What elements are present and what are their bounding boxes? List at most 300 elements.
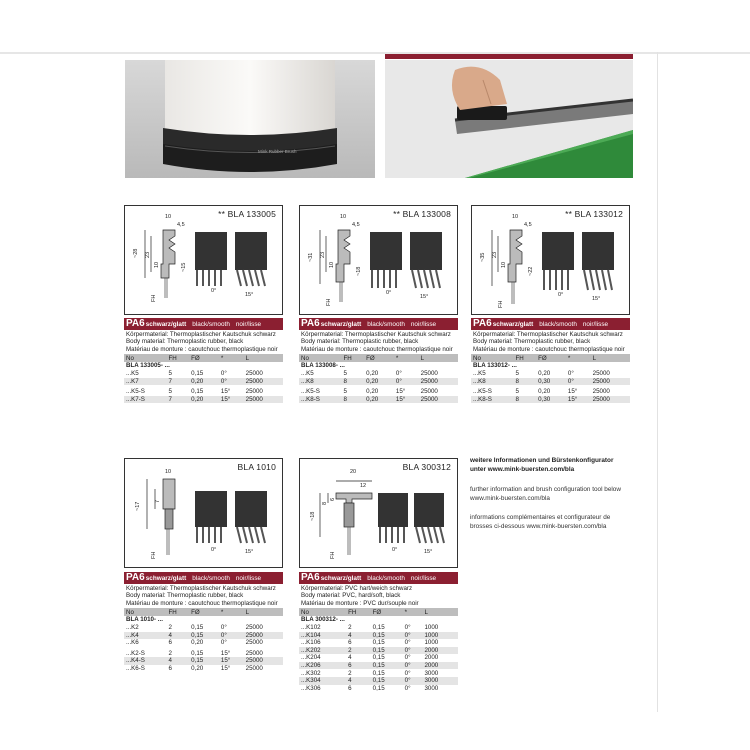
table-cell: 0° — [394, 378, 419, 386]
photo-label: Mink Rubber Brush — [258, 149, 297, 154]
column-header: FØ — [189, 608, 219, 616]
table-cell: 0° — [220, 369, 227, 377]
dim-fh: FH — [326, 298, 332, 306]
column-header: FH — [166, 608, 189, 616]
table-cell: ...K8-S — [471, 396, 513, 404]
table-cell: 0,20 — [191, 664, 204, 672]
table-cell: ...K304 — [299, 677, 346, 685]
table-cell: 0° — [219, 378, 244, 386]
series-code: BLA 300312- ... — [299, 616, 458, 624]
spec-block — [299, 572, 458, 692]
dim-fh: FH — [151, 551, 157, 559]
table-cell: 15° — [567, 388, 578, 396]
table-cell: 5 — [343, 369, 347, 377]
table-cell: ...K5 — [473, 369, 486, 377]
spec-table — [124, 608, 283, 672]
info-en-link[interactable]: www.mink-buersten.com/bla — [470, 494, 550, 502]
technical-drawing-bla-1010 — [124, 458, 283, 568]
dim-h-outer: ~17 — [135, 501, 141, 511]
table-cell: 0,20 — [366, 369, 379, 377]
table-cell: 0,15 — [371, 677, 403, 685]
table-row — [124, 632, 283, 640]
table-cell: 6 — [348, 639, 352, 647]
table-cell: ...K5 — [126, 369, 139, 377]
spec-table — [299, 354, 458, 403]
table-cell: 0° — [567, 369, 574, 377]
table-cell: 15° — [220, 388, 231, 396]
table-cell: 4 — [346, 677, 370, 685]
table-row — [124, 370, 283, 378]
finish-de: schwarz/glatt — [145, 575, 187, 582]
table-cell: 0,15 — [372, 623, 385, 631]
table-cell: 0,15 — [372, 684, 385, 692]
dim-h-mid: 23 — [145, 251, 151, 258]
table-cell: 4 — [348, 654, 352, 662]
table-cell: 1000 — [424, 639, 439, 647]
dim-h-outer: ~31 — [308, 252, 314, 262]
spec-block — [471, 318, 630, 403]
table-cell: ...K306 — [301, 684, 321, 692]
table-cell: 0,15 — [371, 647, 403, 655]
material-line: Body material: Thermoplastic rubber, black — [126, 592, 244, 600]
table-cell: 15° — [219, 396, 244, 404]
table-cell: 0,15 — [372, 669, 385, 677]
dim-fh: FH — [330, 551, 336, 559]
table-cell: 25000 — [591, 378, 630, 386]
table-cell: ...K206 — [299, 662, 346, 670]
material-line: Matériau de monture : caoutchouc thermoplastique noir — [126, 599, 278, 607]
dim-h-mid: 23 — [320, 251, 326, 258]
table-cell: 4 — [346, 632, 370, 640]
table-cell: 0,20 — [366, 388, 379, 396]
angle-straight: 0° — [392, 547, 398, 553]
photo-cylinder-with-brush-strip — [125, 60, 375, 178]
table-cell: 2 — [348, 669, 352, 677]
table-cell: 5 — [168, 369, 172, 377]
table-cell: 25000 — [244, 632, 283, 640]
table-cell: 25000 — [419, 396, 458, 404]
table-cell: 0,20 — [364, 396, 394, 404]
dim-top-a: 10 — [512, 214, 519, 220]
column-header: FØ — [371, 608, 403, 616]
finish-de: schwarz/glatt — [320, 321, 362, 328]
angle-slanted: 15° — [424, 549, 433, 555]
column-header: No — [299, 354, 341, 362]
dim-top-a: 10 — [165, 469, 172, 475]
column-header: * — [219, 354, 244, 362]
angle-slanted: 15° — [592, 296, 601, 302]
finish-fr: noir/lisse — [235, 321, 262, 328]
table-row — [299, 396, 458, 404]
table-cell: 0° — [403, 647, 423, 655]
table-cell: 0,15 — [189, 632, 219, 640]
spec-table — [299, 608, 458, 692]
angle-straight: 0° — [558, 292, 564, 298]
column-header: * — [403, 608, 423, 616]
spec-block — [299, 318, 458, 403]
column-header: FØ — [189, 354, 219, 362]
table-row — [124, 650, 283, 658]
dim-top-b: 12 — [360, 483, 367, 489]
column-header: L — [244, 608, 283, 616]
dim-top-a: 10 — [340, 214, 347, 220]
table-cell: 0° — [403, 632, 423, 640]
table-cell: ...K102 — [301, 623, 321, 631]
table-cell: 8 — [341, 378, 364, 386]
table-cell: 0° — [219, 632, 244, 640]
material-description — [299, 330, 458, 354]
table-cell: 0,15 — [371, 662, 403, 670]
table-cell: 5 — [168, 388, 172, 396]
table-row — [299, 378, 458, 386]
table-cell: 0,15 — [191, 623, 204, 631]
material-line: Körpermaterial: Thermoplastischer Kautschuk schwarz — [126, 585, 276, 592]
technical-drawing-bla-133008 — [299, 205, 458, 315]
table-cell: 25000 — [245, 649, 263, 657]
table-cell: 8 — [341, 396, 364, 404]
spec-table — [124, 354, 283, 403]
spec-header — [299, 318, 458, 330]
material-line: Body material: Thermoplastic rubber, black — [301, 338, 419, 346]
table-cell: 0° — [404, 684, 411, 692]
dim-fh: FH — [151, 294, 157, 302]
table-row — [299, 632, 458, 640]
column-header: FH — [513, 354, 536, 362]
table-cell: 0,20 — [189, 378, 219, 386]
table-cell: 15° — [394, 396, 419, 404]
table-cell: 0,20 — [364, 378, 394, 386]
material-code: PA6 — [301, 572, 320, 583]
table-cell: ...K2 — [126, 623, 139, 631]
table-cell: 5 — [515, 369, 519, 377]
column-header: No — [124, 608, 166, 616]
technical-drawing-bla-300312 — [299, 458, 458, 568]
angle-straight: 0° — [211, 288, 217, 294]
dim-h-outer: ~18 — [310, 511, 316, 521]
table-cell: 15° — [220, 664, 231, 672]
table-cell: 6 — [346, 662, 370, 670]
column-header: FH — [341, 354, 364, 362]
column-header: FØ — [364, 354, 394, 362]
table-cell: ...K5-S — [126, 388, 145, 396]
dim-top-b: 4,5 — [177, 222, 185, 228]
table-cell: 25000 — [244, 396, 283, 404]
column-header: L — [419, 354, 458, 362]
material-description — [124, 330, 283, 354]
table-row — [124, 639, 283, 647]
table-cell: 4 — [166, 657, 189, 665]
table-cell: ...K8-S — [299, 396, 341, 404]
finish-en: black/smooth — [192, 575, 230, 582]
table-cell: 0° — [404, 669, 411, 677]
table-cell: 25000 — [591, 396, 630, 404]
material-line: Körpermaterial: Thermoplastischer Kautschuk schwarz — [126, 331, 276, 338]
table-cell: 15° — [220, 649, 231, 657]
table-cell: ...K204 — [301, 654, 321, 662]
material-description — [124, 584, 283, 608]
column-header: L — [422, 608, 458, 616]
table-cell: ...K7-S — [124, 396, 166, 404]
table-cell: 0,15 — [191, 369, 204, 377]
material-code: PA6 — [126, 572, 145, 583]
table-cell: 6 — [168, 664, 172, 672]
dim-h-mid: 7 — [155, 499, 161, 503]
material-line: Körpermaterial: Thermoplastischer Kautschuk schwarz — [301, 331, 451, 338]
table-cell: ...K106 — [301, 639, 321, 647]
dim-top-a: 10 — [165, 214, 172, 220]
table-cell: 0,15 — [372, 654, 385, 662]
angle-straight: 0° — [211, 547, 217, 553]
table-cell: 0° — [404, 623, 411, 631]
column-header: No — [299, 608, 346, 616]
finish-de: schwarz/glatt — [145, 321, 187, 328]
angle-slanted: 15° — [420, 294, 429, 300]
technical-drawing-bla-133005 — [124, 205, 283, 315]
table-row — [299, 677, 458, 685]
spec-block — [124, 318, 283, 403]
table-cell: 0,20 — [538, 388, 551, 396]
table-cell: ...K104 — [299, 632, 346, 640]
table-row — [299, 624, 458, 632]
material-code: PA6 — [126, 318, 145, 329]
dim-h-mid: 8 — [322, 501, 328, 505]
finish-fr: noir/lisse — [410, 575, 437, 582]
table-cell: 0° — [220, 623, 227, 631]
table-cell: 0,15 — [191, 388, 204, 396]
table-cell: 2000 — [422, 647, 458, 655]
spec-header — [124, 572, 283, 584]
dim-h-mid: 23 — [492, 251, 498, 258]
table-cell: 25000 — [245, 623, 263, 631]
material-description — [299, 584, 458, 608]
finish-en: black/smooth — [192, 321, 230, 328]
table-cell: ...K5 — [301, 369, 314, 377]
table-cell: 1000 — [424, 623, 439, 631]
table-cell: 25000 — [245, 664, 263, 672]
angle-straight: 0° — [386, 290, 392, 296]
spec-block — [124, 572, 283, 672]
finish-en: black/smooth — [367, 575, 405, 582]
table-row — [299, 639, 458, 647]
material-line: Matériau de monture : caoutchouc thermoplastique noir — [473, 345, 625, 353]
finish-de: schwarz/glatt — [492, 321, 534, 328]
table-cell: ...K4-S — [124, 657, 166, 665]
dim-h-outer: ~35 — [480, 252, 486, 262]
table-cell: 25000 — [419, 378, 458, 386]
table-cell: 6 — [168, 639, 172, 647]
table-row — [124, 657, 283, 665]
table-cell: 5 — [515, 388, 519, 396]
spec-header — [124, 318, 283, 330]
table-cell: 8 — [513, 396, 536, 404]
info-fr-line2[interactable]: brosses ci-dessous www.mink-buersten.com/bla — [470, 523, 607, 531]
dim-h-inner: 10 — [154, 261, 160, 268]
table-row — [299, 654, 458, 662]
material-line: Körpermaterial: Thermoplastischer Kautschuk schwarz — [473, 331, 623, 338]
table-cell: 3000 — [424, 684, 439, 692]
table-row — [471, 396, 630, 404]
table-cell: 25000 — [245, 388, 263, 396]
series-code: BLA 1010- ... — [124, 616, 283, 624]
finish-en: black/smooth — [367, 321, 405, 328]
table-cell: 0,15 — [371, 632, 403, 640]
table-cell: 2 — [168, 623, 172, 631]
table-cell: ...K6 — [126, 639, 139, 647]
right-margin-line — [657, 52, 658, 712]
angle-slanted: 15° — [245, 549, 254, 555]
table-cell: 0,15 — [372, 639, 385, 647]
table-cell: 2000 — [422, 662, 458, 670]
table-cell: 15° — [395, 388, 406, 396]
series-code: BLA 133008- ... — [299, 362, 458, 370]
material-line: Matériau de monture : caoutchouc thermoplastique noir — [126, 345, 278, 353]
table-cell: 25000 — [420, 369, 438, 377]
dim-foot: ~18 — [356, 266, 362, 276]
table-cell: 0° — [403, 677, 423, 685]
table-cell: 5 — [343, 388, 347, 396]
table-cell: 8 — [513, 378, 536, 386]
table-cell: 15° — [219, 657, 244, 665]
table-cell: 0,20 — [189, 396, 219, 404]
dim-h-inner: 6 — [330, 497, 336, 501]
table-cell: 6 — [348, 684, 352, 692]
table-cell: ...K202 — [299, 647, 346, 655]
table-cell: ...K4 — [124, 632, 166, 640]
table-cell: 0° — [404, 654, 411, 662]
table-cell: 15° — [566, 396, 591, 404]
dim-h-inner: 10 — [501, 261, 507, 268]
table-cell: 0° — [220, 639, 227, 647]
info-en-line1: further information and brush configuration tool below — [470, 485, 621, 493]
table-row — [299, 685, 458, 693]
finish-fr: noir/lisse — [410, 321, 437, 328]
dim-h-outer: ~28 — [133, 248, 139, 258]
table-cell: 7 — [166, 396, 189, 404]
top-divider — [0, 52, 750, 54]
info-fr-line1: informations complémentaires et configurateur de — [470, 514, 611, 522]
table-cell: 2 — [168, 649, 172, 657]
table-cell: 0° — [566, 378, 591, 386]
dim-foot: ~22 — [528, 266, 534, 276]
table-row — [124, 624, 283, 632]
finish-en: black/smooth — [539, 321, 577, 328]
dim-h-inner: 10 — [329, 261, 335, 268]
table-cell: ...K5-S — [473, 388, 492, 396]
series-code: BLA 133012- ... — [471, 362, 630, 370]
finish-fr: noir/lisse — [235, 575, 262, 582]
dim-fh: FH — [498, 300, 504, 308]
info-de-link[interactable]: unter www.mink-buersten.com/bla — [470, 466, 575, 474]
table-row — [299, 388, 458, 396]
column-header: L — [591, 354, 630, 362]
column-header: FH — [166, 354, 189, 362]
table-cell: ...K7 — [124, 378, 166, 386]
table-cell: 7 — [166, 378, 189, 386]
table-cell: ...K2-S — [126, 649, 145, 657]
table-cell: 0,20 — [538, 369, 551, 377]
table-row — [471, 370, 630, 378]
product-code: BLA 300312 — [402, 462, 451, 472]
table-cell: 0,30 — [536, 378, 566, 386]
material-line: Matériau de monture : caoutchouc thermoplastique noir — [301, 345, 453, 353]
info-panel — [470, 456, 650, 532]
table-cell: ...K302 — [301, 669, 321, 677]
product-code: ** BLA 133012 — [565, 209, 623, 219]
column-header: * — [394, 354, 419, 362]
dim-top-a: 20 — [350, 469, 357, 475]
table-cell: 4 — [166, 632, 189, 640]
product-code: ** BLA 133008 — [393, 209, 451, 219]
dim-foot: ~15 — [181, 262, 187, 272]
angle-slanted: 15° — [245, 292, 254, 298]
material-line: Body material: Thermoplastic rubber, black — [126, 338, 244, 346]
dim-top-b: 4,5 — [352, 222, 360, 228]
material-line: Body material: PVC, hard/soft, black — [301, 592, 401, 600]
column-header: No — [471, 354, 513, 362]
material-code: PA6 — [301, 318, 320, 329]
material-code: PA6 — [473, 318, 492, 329]
table-row — [299, 370, 458, 378]
table-cell: 25000 — [592, 388, 610, 396]
accent-bar — [385, 54, 633, 59]
info-de-title: weitere Informationen und Bürstenkonfigurator — [470, 457, 614, 464]
table-row — [471, 388, 630, 396]
table-row — [299, 662, 458, 670]
table-row — [124, 388, 283, 396]
table-cell: ...K6-S — [126, 664, 145, 672]
table-cell: 25000 — [245, 369, 263, 377]
table-row — [299, 669, 458, 677]
table-row — [299, 647, 458, 655]
spec-table — [471, 354, 630, 403]
table-row — [124, 396, 283, 404]
column-header: FH — [346, 608, 370, 616]
table-cell: 0,30 — [536, 396, 566, 404]
product-code: ** BLA 133005 — [218, 209, 276, 219]
column-header: L — [244, 354, 283, 362]
table-cell: 25000 — [244, 657, 283, 665]
series-code: BLA 133005- ... — [124, 362, 283, 370]
table-row — [124, 378, 283, 386]
material-description — [471, 330, 630, 354]
table-cell: 0° — [404, 639, 411, 647]
table-row — [471, 378, 630, 386]
finish-fr: noir/lisse — [582, 321, 609, 328]
table-cell: ...K8 — [299, 378, 341, 386]
table-cell: 0° — [395, 369, 402, 377]
table-cell: 0,15 — [189, 657, 219, 665]
material-line: Körpermaterial: PVC hart/weich schwarz — [301, 585, 413, 592]
dim-top-b: 4,5 — [524, 222, 532, 228]
photo-hand-mounting-strip — [385, 60, 633, 178]
column-header: * — [219, 608, 244, 616]
finish-de: schwarz/glatt — [320, 575, 362, 582]
product-code: BLA 1010 — [237, 462, 276, 472]
table-cell: ...K5-S — [301, 388, 320, 396]
table-cell: 25000 — [244, 378, 283, 386]
table-cell: 2 — [346, 647, 370, 655]
spec-header — [471, 318, 630, 330]
table-cell: 1000 — [422, 632, 458, 640]
table-cell: ...K8 — [471, 378, 513, 386]
column-header: No — [124, 354, 166, 362]
table-cell: 0,15 — [191, 649, 204, 657]
spec-header — [299, 572, 458, 584]
table-cell: 2000 — [424, 654, 439, 662]
column-header: FØ — [536, 354, 566, 362]
table-cell: 2 — [348, 623, 352, 631]
table-cell: 0° — [403, 662, 423, 670]
